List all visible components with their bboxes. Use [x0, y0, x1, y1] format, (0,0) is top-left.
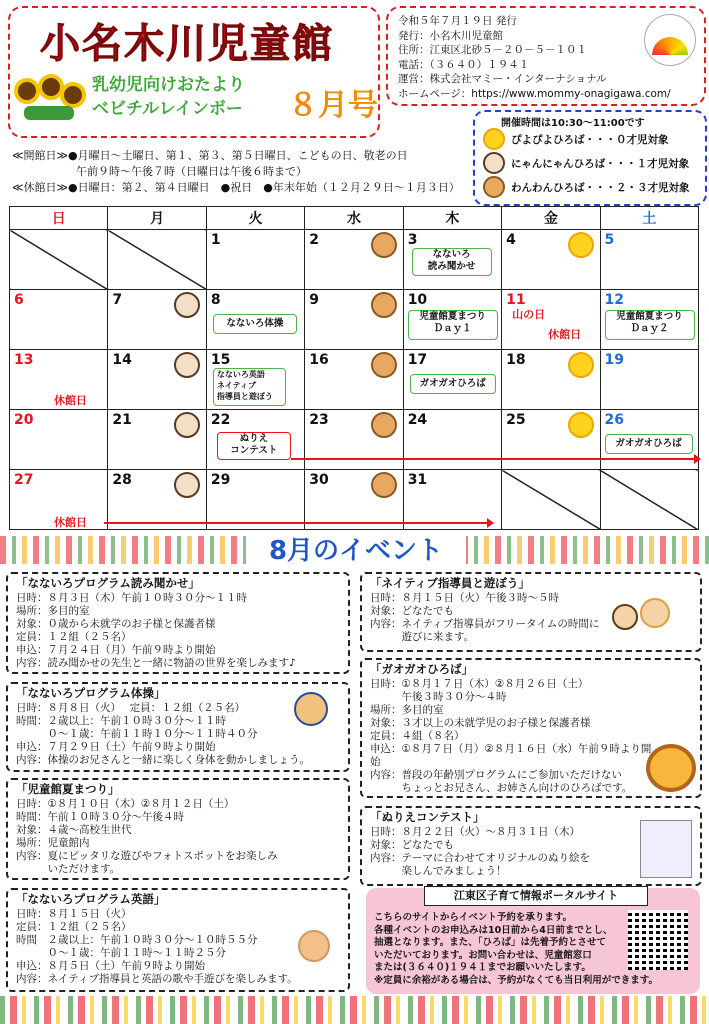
day-cell: 5	[600, 230, 698, 290]
chick-icon	[568, 232, 594, 258]
chick-icon	[568, 412, 594, 438]
operator: 運営：株式会社マミー・インターナショナル	[398, 73, 607, 85]
dog-icon	[483, 176, 505, 198]
day-cell: 30	[305, 470, 403, 530]
events-title: 8月のイベント	[246, 536, 466, 566]
leaf-icon	[24, 106, 74, 120]
day-cell: 28	[108, 470, 206, 530]
event-festival-day1: 児童館夏まつり Ｄａｙ１	[408, 310, 498, 340]
dog-icon	[371, 292, 397, 318]
event-card-coloring: 「ぬりえコンテスト」 日時：８月２２日（火）～８月３１日（木） 対象：どなたでも 内容：テーマに合わせてオリジナルのぬり絵を 楽しんでみましょう！	[360, 806, 702, 886]
event-exercise: なないろ体操	[213, 314, 297, 334]
empty-day	[10, 230, 108, 290]
chick-icon	[483, 128, 505, 150]
hours-title: 開催時間は10:30～11:00です	[501, 118, 645, 129]
day-cell: 25	[502, 410, 600, 470]
event-card-gaogao: 「ガオガオひろば」 日時：①８月１７日（木）②８月２６日（土） 午後３時３０分～４時 場所：多目的室 対象：３才以上の未就学児のお子様と保護者様 定員：４組（８名） 申込：①８月７日（月）②８月１６日（水）午前９時より開 始 内容：普段の年齢別プログラムにご参加いただけない ちょっとお兄さん、お姉さん向けのひろばです。	[360, 658, 702, 798]
address: 住所：江東区北砂５－２０－５－１０１	[398, 44, 587, 56]
day-cell: 29	[206, 470, 304, 530]
age-group-piyo: ぴよぴよひろば・・・０才児対象	[483, 128, 669, 150]
page-title: 小名木川児童館	[40, 21, 334, 67]
schedule-info	[12, 148, 460, 196]
age-group-nyan: にゃんにゃんひろば・・・１才児対象	[483, 152, 689, 174]
sunflower-icon	[60, 82, 86, 108]
day-cell: 4	[502, 230, 600, 290]
portal-title: 江東区子育て情報ポータルサイト	[424, 886, 648, 906]
publisher: 発行：小名木川児童館	[398, 29, 503, 42]
event-gaogao-2: ガオガオひろば	[605, 434, 693, 454]
event-gaogao: ガオガオひろば	[410, 374, 496, 394]
calendar-week	[10, 410, 699, 470]
cat-icon	[174, 352, 200, 378]
cat-icon	[174, 412, 200, 438]
coloring-picture-icon	[640, 820, 692, 878]
hours-box	[473, 110, 707, 206]
homepage-link[interactable]: ホームページ：https://www.mommy-onagigawa.com/	[398, 87, 671, 100]
day-cell: 6	[10, 290, 108, 350]
phone: 電話：（３６４０）１９４１	[398, 58, 530, 71]
day-cell: 18	[502, 350, 600, 410]
event-card-festival: 「児童館夏まつり」 日時：①８月１０日（木）②８月１２日（土） 時間：午前１０時３０分～午後４時 対象：４歳～高校生世代 場所：児童館内 内容：夏にピッタリな遊びやフォトスポットをお楽しみ いただけます。	[6, 778, 350, 880]
event-coloring: ぬりえ コンテスト	[217, 432, 291, 460]
weekday-fri: 金	[502, 207, 600, 230]
lion-icon	[646, 744, 696, 792]
day-cell: 26 ガオガオひろば	[600, 410, 698, 470]
child-icon	[612, 604, 638, 630]
day-cell: 15 なないろ英語 ネイティブ 指導員と遊ぼう	[206, 350, 304, 410]
sunflower-illustration	[14, 74, 86, 130]
day-cell: 2	[305, 230, 403, 290]
event-card-exercise: 「なないろプログラム体操」 日時：８月８日（火） 定員：１２組（２５名） 時間：２歳以上：午前１０時３０分～１１時 ０～１歳：午前１１時１０分～１１時４０分 申込：７月２９日（土）午前９時より開始 内容：体操のお兄さんと一緒に楽しく身体を動かしましょう。	[6, 682, 350, 772]
day-cell: 19	[600, 350, 698, 410]
rainbow-logo	[644, 14, 696, 66]
month-label: ８月号	[288, 88, 378, 123]
day-cell: 22 ぬりえ コンテスト	[206, 410, 304, 470]
day-cell: 1	[206, 230, 304, 290]
event-english: なないろ英語 ネイティブ 指導員と遊ぼう	[213, 368, 286, 406]
empty-day	[502, 470, 600, 530]
open-hours: 午前９時～午後７時（日曜日は午後６時まで）	[76, 165, 307, 178]
subtitle-line2: ベビチルレインボー	[92, 99, 243, 119]
day-cell: 20	[10, 410, 108, 470]
open-days: ≪開館日≫●月曜日～土曜日、第１、第３、第５日曜日、こどもの日、敬老の日	[12, 149, 408, 162]
rainbow-icon	[652, 37, 688, 55]
weekday-mon: 月	[108, 207, 206, 230]
day-cell: 14	[108, 350, 206, 410]
weekday-sun: 日	[10, 207, 108, 230]
portal-box	[366, 888, 700, 994]
day-cell: 11 山の日 休館日	[502, 290, 600, 350]
day-cell: 12 児童館夏まつり Ｄａｙ２	[600, 290, 698, 350]
weekday-thu: 木	[403, 207, 501, 230]
bottom-decoration	[0, 996, 709, 1024]
day-cell: 10 児童館夏まつり Ｄａｙ１	[403, 290, 501, 350]
day-cell: 3 なないろ 読み聞かせ	[403, 230, 501, 290]
event-festival-day2: 児童館夏まつり Ｄａｙ２	[605, 310, 695, 340]
weekday-header	[10, 207, 699, 230]
day-cell: 8 なないろ体操	[206, 290, 304, 350]
calendar-week	[10, 230, 699, 290]
chick-icon	[568, 352, 594, 378]
cat-icon	[174, 472, 200, 498]
holiday-label: 山の日	[512, 308, 546, 321]
dog-icon	[371, 352, 397, 378]
day-cell: 27 休館日	[10, 470, 108, 530]
calendar	[9, 206, 699, 530]
calendar-week	[10, 350, 699, 410]
weekday-wed: 水	[305, 207, 403, 230]
day-cell: 9	[305, 290, 403, 350]
day-cell: 13 休館日	[10, 350, 108, 410]
event-card-native: 「ネイティブ指導員と遊ぼう」 日時：８月１５日（火）午後３時～５時 対象：どなたでも 内容：ネイティブ指導員がフリータイムの時間に 遊びに来ます。	[360, 572, 702, 652]
sunflower-icon	[14, 78, 40, 104]
portal-text: こちらのサイトからイベント予約を承ります。 各種イベントのお申込みは10日前から4日前までとし、 抽選となります。また、「ひろば」は先着予約とさせて いただいております。お問い合わせは、児童館窓口 または(３６４０)１９４１までお願いいたします。 ※定員に余裕がある場合は、予約がなくても当日利用ができます。	[374, 912, 658, 986]
day-cell: 21	[108, 410, 206, 470]
calendar-week	[10, 470, 699, 530]
cat-icon	[483, 152, 505, 174]
closed-label: 休館日	[548, 328, 582, 341]
day-cell: 23	[305, 410, 403, 470]
closed-label: 休館日	[54, 516, 87, 529]
day-cell: 7	[108, 290, 206, 350]
event-story: なないろ 読み聞かせ	[412, 248, 492, 276]
day-cell: 16	[305, 350, 403, 410]
english-teacher-icon	[298, 930, 330, 962]
calendar-week	[10, 290, 699, 350]
age-group-wan: わんわんひろば・・・２・３才児対象	[483, 176, 690, 198]
dog-icon	[371, 472, 397, 498]
event-card-story: 「なないろプログラム読み聞かせ」 日時：８月３日（木）午前１０時３０分～１１時 場所：多目的室 対象：０歳から未就学のお子様と保護者様 定員：１２組（２５名） 申込：７月２４日（月）午前９時より開始 内容：読み聞かせの先生と一緒に物語の世界を楽しみます♪	[6, 572, 350, 674]
weekday-sat: 土	[600, 207, 698, 230]
day-cell: 31	[403, 470, 501, 530]
qr-code-pattern	[628, 910, 688, 970]
day-cell: 17 ガオガオひろば	[403, 350, 501, 410]
dog-icon	[371, 232, 397, 258]
exercise-instructor-icon	[294, 692, 328, 726]
closed-days: ≪休館日≫●日曜日：第２、第４日曜日 ●祝日 ●年末年始（１２月２９日～１月３日）	[12, 181, 460, 194]
event-card-english: 「なないろプログラム英語」 日時：８月１５日（火） 定員：１２組（２５名） 時間 ２歳以上：午前１０時３０分～１０時５５分 ０～１歳：午前１１時～１１時２５分 申込：８月５日（土）午前９時より開始 内容：ネイティブ指導員と英語の歌や手遊びを楽しみます。	[6, 888, 350, 992]
closed-label: 休館日	[54, 394, 87, 407]
cat-icon	[174, 292, 200, 318]
subtitle-line1: 乳幼児向けおたより	[92, 75, 245, 95]
empty-day	[600, 470, 698, 530]
day-cell: 24	[403, 410, 501, 470]
teacher-icon	[640, 598, 670, 628]
weekday-tue: 火	[206, 207, 304, 230]
issue-date: 令和５年７月１９日 発行	[398, 15, 517, 27]
empty-day	[108, 230, 206, 290]
dog-icon	[371, 412, 397, 438]
